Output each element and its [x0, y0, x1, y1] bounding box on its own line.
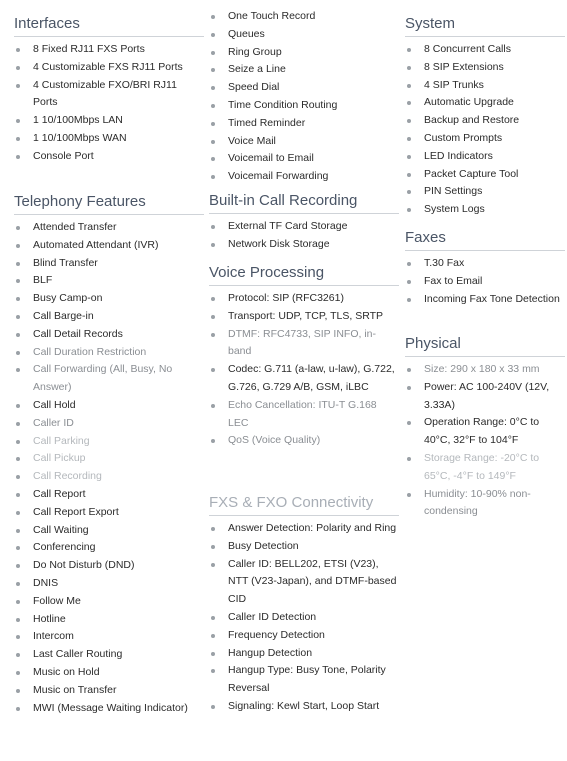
- list-item: Answer Detection: Polarity and Ring: [209, 520, 399, 538]
- list-fxs-fxo-connectivity: [209, 520, 399, 716]
- list-item: Humidity: 10-90% non-condensing: [405, 486, 565, 522]
- list-item: Storage Range: -20°C to 65°C, -4°F to 149°F: [405, 450, 565, 486]
- list-item: 4 Customizable FXO/BRI RJ11 Ports: [14, 77, 204, 113]
- list-item: Incoming Fax Tone Detection: [405, 291, 565, 309]
- list-item: Packet Capture Tool: [405, 166, 565, 184]
- section-telephony-features-continued: [209, 8, 399, 186]
- list-item: Seize a Line: [209, 61, 399, 79]
- list-physical: [405, 361, 565, 521]
- list-item: External TF Card Storage: [209, 218, 399, 236]
- list-item: Transport: UDP, TCP, TLS, SRTP: [209, 308, 399, 326]
- section-heading-faxes: Faxes: [405, 227, 565, 251]
- list-item: Automated Attendant (IVR): [14, 237, 204, 255]
- list-item: DTMF: RFC4733, SIP INFO, in-band: [209, 326, 399, 362]
- list-item: Caller ID: BELL202, ETSI (V23), NTT (V23-Japan), and DTMF-based CID: [209, 556, 399, 609]
- list-item: Hangup Detection: [209, 645, 399, 663]
- list-interfaces: [14, 41, 204, 166]
- list-item: Last Caller Routing: [14, 646, 204, 664]
- list-item: Console Port: [14, 148, 204, 166]
- list-item: Call Hold: [14, 397, 204, 415]
- list-item: Frequency Detection: [209, 627, 399, 645]
- list-built-in-call-recording: [209, 218, 399, 254]
- list-item: Power: AC 100-240V (12V, 3.33A): [405, 379, 565, 415]
- list-telephony-features: [14, 219, 204, 717]
- list-voice-processing: [209, 290, 399, 450]
- list-item: QoS (Voice Quality): [209, 432, 399, 450]
- list-item: System Logs: [405, 201, 565, 219]
- list-item: Blind Transfer: [14, 255, 204, 273]
- list-item: Caller ID: [14, 415, 204, 433]
- list-item: Operation Range: 0°C to 40°C, 32°F to 104°F: [405, 414, 565, 450]
- list-item: 4 SIP Trunks: [405, 77, 565, 95]
- list-item: Call Detail Records: [14, 326, 204, 344]
- list-item: Voicemail Forwarding: [209, 168, 399, 186]
- list-item: Time Condition Routing: [209, 97, 399, 115]
- section-physical: [405, 333, 565, 521]
- list-item: Fax to Email: [405, 273, 565, 291]
- list-item: Attended Transfer: [14, 219, 204, 237]
- list-item: Queues: [209, 26, 399, 44]
- list-item: Codec: G.711 (a-law, u-law), G.722, G.726, G.729 A/B, GSM, iLBC: [209, 361, 399, 397]
- list-item: Busy Detection: [209, 538, 399, 556]
- section-system: [405, 13, 565, 219]
- list-item: DNIS: [14, 575, 204, 593]
- list-item: 8 Fixed RJ11 FXS Ports: [14, 41, 204, 59]
- list-item: Automatic Upgrade: [405, 94, 565, 112]
- list-item: MWI (Message Waiting Indicator): [14, 700, 204, 718]
- section-heading-physical: Physical: [405, 333, 565, 357]
- list-item: Hangup Type: Busy Tone, Polarity Reversal: [209, 662, 399, 698]
- section-heading-system: System: [405, 13, 565, 37]
- list-item: Do Not Disturb (DND): [14, 557, 204, 575]
- list-item: BLF: [14, 272, 204, 290]
- section-faxes: [405, 227, 565, 308]
- list-item: PIN Settings: [405, 183, 565, 201]
- list-item: T.30 Fax: [405, 255, 565, 273]
- list-item: Timed Reminder: [209, 115, 399, 133]
- section-heading-interfaces: Interfaces: [14, 13, 204, 37]
- list-item: Call Pickup: [14, 450, 204, 468]
- list-item: 1 10/100Mbps LAN: [14, 112, 204, 130]
- section-voice-processing: [209, 262, 399, 450]
- list-item: Music on Transfer: [14, 682, 204, 700]
- list-item: Call Report Export: [14, 504, 204, 522]
- section-built-in-call-recording: [209, 190, 399, 254]
- list-item: Ring Group: [209, 44, 399, 62]
- list-faxes: [405, 255, 565, 308]
- list-item: 4 Customizable FXS RJ11 Ports: [14, 59, 204, 77]
- list-item: One Touch Record: [209, 8, 399, 26]
- list-item: Call Barge-in: [14, 308, 204, 326]
- list-item: 8 SIP Extensions: [405, 59, 565, 77]
- section-telephony-features: [14, 191, 204, 717]
- list-item: Music on Hold: [14, 664, 204, 682]
- list-item: Echo Cancellation: ITU-T G.168 LEC: [209, 397, 399, 433]
- list-item: Hotline: [14, 611, 204, 629]
- section-fxs-fxo-connectivity: [209, 492, 399, 716]
- section-heading-telephony-features: Telephony Features: [14, 191, 204, 215]
- section-heading-voice-processing: Voice Processing: [209, 262, 399, 286]
- list-item: Caller ID Detection: [209, 609, 399, 627]
- list-item: Call Forwarding (All, Busy, No Answer): [14, 361, 204, 397]
- list-item: Call Waiting: [14, 522, 204, 540]
- section-heading-built-in-call-recording: Built-in Call Recording: [209, 190, 399, 214]
- list-item: Call Report: [14, 486, 204, 504]
- list-item: Busy Camp-on: [14, 290, 204, 308]
- list-item: Intercom: [14, 628, 204, 646]
- list-telephony-features-continued: [209, 8, 399, 186]
- list-item: 8 Concurrent Calls: [405, 41, 565, 59]
- list-item: Backup and Restore: [405, 112, 565, 130]
- list-item: 1 10/100Mbps WAN: [14, 130, 204, 148]
- list-item: Call Recording: [14, 468, 204, 486]
- list-item: Size: 290 x 180 x 33 mm: [405, 361, 565, 379]
- list-item: Signaling: Kewl Start, Loop Start: [209, 698, 399, 716]
- list-item: Protocol: SIP (RFC3261): [209, 290, 399, 308]
- list-item: Follow Me: [14, 593, 204, 611]
- section-interfaces: [14, 13, 204, 166]
- list-item: Voice Mail: [209, 133, 399, 151]
- list-item: Call Parking: [14, 433, 204, 451]
- list-item: Speed Dial: [209, 79, 399, 97]
- list-item: Conferencing: [14, 539, 204, 557]
- list-item: Network Disk Storage: [209, 236, 399, 254]
- list-item: Voicemail to Email: [209, 150, 399, 168]
- list-item: LED Indicators: [405, 148, 565, 166]
- list-item: Custom Prompts: [405, 130, 565, 148]
- list-system: [405, 41, 565, 219]
- section-heading-fxs-fxo-connectivity: FXS & FXO Connectivity: [209, 492, 399, 516]
- list-item: Call Duration Restriction: [14, 344, 204, 362]
